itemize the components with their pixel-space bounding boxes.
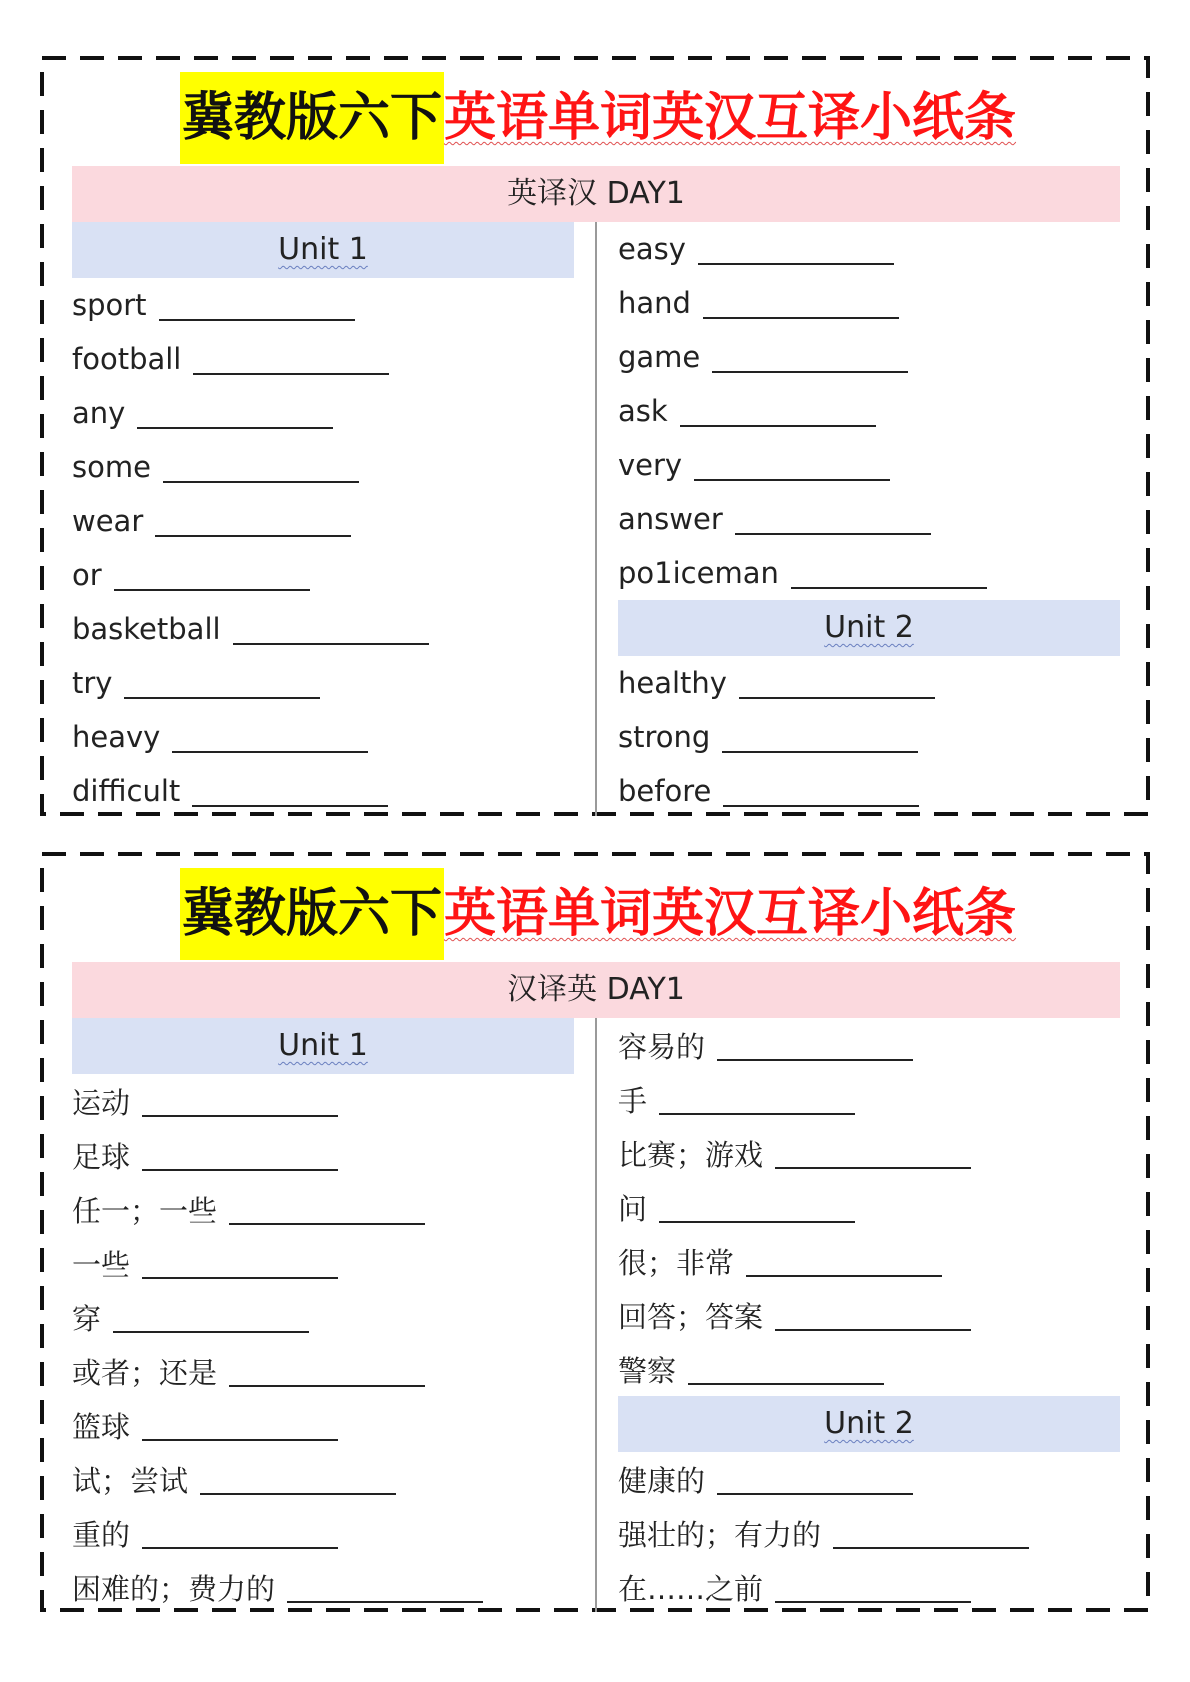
word-row: 很；非常 [618, 1234, 1120, 1288]
word-row: 重的 [72, 1506, 574, 1560]
word-row: 篮球 [72, 1398, 574, 1452]
word-row: 强壮的；有力的 [618, 1506, 1120, 1560]
answer-blank[interactable] [735, 503, 931, 535]
card-title [180, 72, 1016, 164]
answer-blank[interactable] [200, 1463, 396, 1495]
left-column [72, 1018, 574, 1614]
answer-blank[interactable] [688, 1353, 884, 1385]
word-row: 困难的；费力的 [72, 1560, 574, 1614]
word-row: football [72, 332, 574, 386]
answer-blank[interactable] [192, 775, 388, 807]
answer-blank[interactable] [739, 667, 935, 699]
answer-blank[interactable] [229, 1193, 425, 1225]
left-column [72, 222, 574, 818]
unit-header: Unit 1 [72, 1018, 574, 1074]
word-row: 任一；一些 [72, 1182, 574, 1236]
word-row: 手 [618, 1072, 1120, 1126]
word-row: very [618, 438, 1120, 492]
word-row: 运动 [72, 1074, 574, 1128]
word-row: or [72, 548, 574, 602]
word-row: wear [72, 494, 574, 548]
answer-blank[interactable] [717, 1463, 913, 1495]
title-highlight: 冀教版六下 [180, 72, 444, 164]
answer-blank[interactable] [698, 233, 894, 265]
word-row: 试；尝试 [72, 1452, 574, 1506]
answer-blank[interactable] [137, 397, 333, 429]
answer-blank[interactable] [722, 721, 918, 753]
word-row: try [72, 656, 574, 710]
word-row: 在……之前 [618, 1560, 1120, 1614]
column-divider [595, 1018, 597, 1612]
word-row: 警察 [618, 1342, 1120, 1396]
answer-blank[interactable] [775, 1299, 971, 1331]
word-row: 比赛；游戏 [618, 1126, 1120, 1180]
word-row: 一些 [72, 1236, 574, 1290]
answer-blank[interactable] [113, 1301, 309, 1333]
answer-blank[interactable] [703, 287, 899, 319]
column-divider [595, 222, 597, 816]
section-subhead: 汉译英 DAY1 [72, 962, 1120, 1018]
vocab-card-en-to-zh [40, 56, 1150, 816]
right-column [618, 1018, 1120, 1614]
answer-blank[interactable] [159, 289, 355, 321]
unit-header: Unit 2 [618, 600, 1120, 656]
word-row: answer [618, 492, 1120, 546]
word-row: hand [618, 276, 1120, 330]
word-row: difficult [72, 764, 574, 818]
answer-blank[interactable] [712, 341, 908, 373]
answer-blank[interactable] [124, 667, 320, 699]
word-row: before [618, 764, 1120, 818]
answer-blank[interactable] [142, 1139, 338, 1171]
unit-header: Unit 2 [618, 1396, 1120, 1452]
answer-blank[interactable] [193, 343, 389, 375]
word-row: 或者；还是 [72, 1344, 574, 1398]
word-row: 穿 [72, 1290, 574, 1344]
right-column [618, 222, 1120, 818]
word-row: sport [72, 278, 574, 332]
word-row: game [618, 330, 1120, 384]
word-row: 回答；答案 [618, 1288, 1120, 1342]
answer-blank[interactable] [233, 613, 429, 645]
answer-blank[interactable] [163, 451, 359, 483]
answer-blank[interactable] [723, 775, 919, 807]
word-row: healthy [618, 656, 1120, 710]
answer-blank[interactable] [229, 1355, 425, 1387]
word-row: ask [618, 384, 1120, 438]
word-row: basketball [72, 602, 574, 656]
answer-blank[interactable] [775, 1137, 971, 1169]
answer-blank[interactable] [142, 1517, 338, 1549]
word-row: 健康的 [618, 1452, 1120, 1506]
answer-blank[interactable] [659, 1083, 855, 1115]
section-subhead: 英译汉 DAY1 [72, 166, 1120, 222]
answer-blank[interactable] [775, 1571, 971, 1603]
word-row: po1iceman [618, 546, 1120, 600]
card-title [180, 868, 1016, 960]
word-row: 容易的 [618, 1018, 1120, 1072]
unit-header: Unit 1 [72, 222, 574, 278]
answer-blank[interactable] [680, 395, 876, 427]
title-red: 英语单词英汉互译小纸条 [444, 884, 1017, 944]
answer-blank[interactable] [172, 721, 368, 753]
word-row: any [72, 386, 574, 440]
answer-blank[interactable] [287, 1571, 483, 1603]
answer-blank[interactable] [142, 1085, 338, 1117]
vocab-card-zh-to-en [40, 852, 1150, 1612]
answer-blank[interactable] [142, 1409, 338, 1441]
answer-blank[interactable] [746, 1245, 942, 1277]
title-highlight: 冀教版六下 [180, 868, 444, 960]
answer-blank[interactable] [694, 449, 890, 481]
word-row: strong [618, 710, 1120, 764]
word-row: 足球 [72, 1128, 574, 1182]
answer-blank[interactable] [717, 1029, 913, 1061]
answer-blank[interactable] [791, 557, 987, 589]
answer-blank[interactable] [155, 505, 351, 537]
word-row: some [72, 440, 574, 494]
title-red: 英语单词英汉互译小纸条 [444, 88, 1017, 148]
answer-blank[interactable] [833, 1517, 1029, 1549]
word-row: easy [618, 222, 1120, 276]
answer-blank[interactable] [142, 1247, 338, 1279]
word-row: heavy [72, 710, 574, 764]
answer-blank[interactable] [659, 1191, 855, 1223]
answer-blank[interactable] [114, 559, 310, 591]
word-row: 问 [618, 1180, 1120, 1234]
